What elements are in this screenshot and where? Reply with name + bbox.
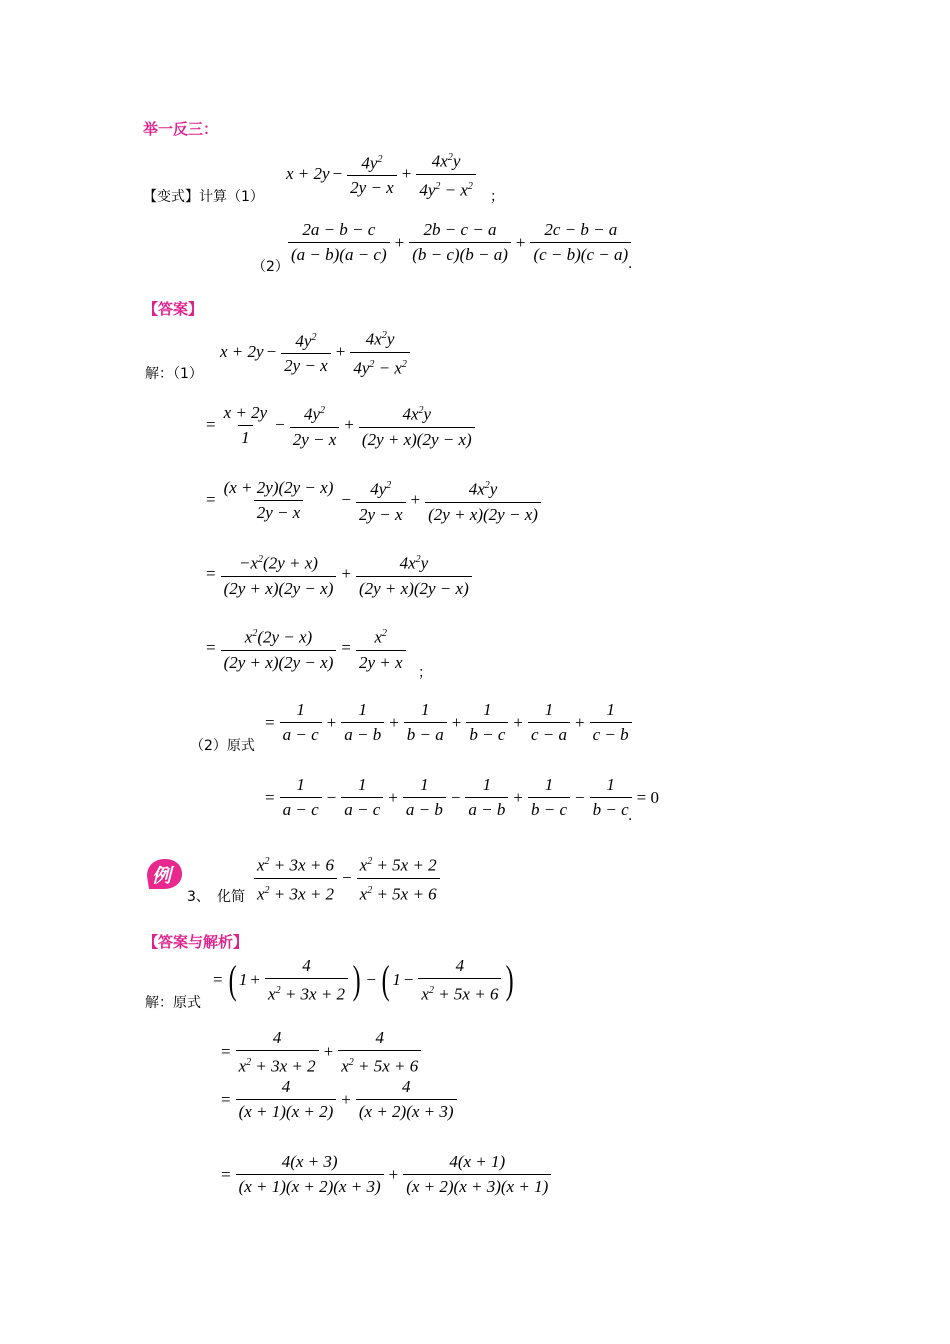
solution-line-2: = $\frac{(x + 2y)(2y - x)}{2y - x}$ − $\frac{4y^2}{2y - x}$ + $\frac{4x^2y}{(2y + x)(2y - x)}$ xyxy=(203,476,543,525)
semicolon-2: ； xyxy=(418,665,432,681)
example-badge-icon xyxy=(143,856,185,892)
solution-label-2: 解：原式 xyxy=(145,995,201,1011)
answer-header: 【答案】 xyxy=(143,300,204,318)
solution-label-1: 解：（1） xyxy=(145,366,203,382)
example-solution-line-2: = $\frac{4}{(x + 1)(x + 2)}$ + $\frac{4}{(x + 2)(x + 3)}$ xyxy=(218,1077,459,1122)
period-2: . xyxy=(628,808,633,824)
example-task: 化简 xyxy=(217,889,245,905)
example-solution-line-1: = $\frac{4}{x^2 + 3x + 2}$ + $\frac{4}{x^2 + 5x + 6}$ xyxy=(218,1028,423,1077)
period-1: . xyxy=(628,256,633,272)
part2-line-1: = $\frac{1}{a - c}$ + $\frac{1}{a - b}$ + $\frac{1}{b - a}$ + $\frac{1}{b - c}$ + $\frac{1}{c - a}$ + $\frac{1}{c - b}$ xyxy=(262,700,634,745)
example-solution-line-0: = ( 1 + $\frac{4}{x^2 + 3x + 2}$ ) − ( 1 − $\frac{4}{x^2 + 5x + 6}$ ) xyxy=(213,956,515,1004)
solution-line-0: x + 2y − $\frac{4y^2}{2y - x}$ + $\frac{4x^2y}{4y^2 - x^2}$ xyxy=(220,326,412,378)
example-solution-line-3: = $\frac{4(x + 3)}{(x + 1)(x + 2)(x + 3)}$ + $\frac{4(x + 1)}{(x + 2)(x + 3)(x + 1)}$ xyxy=(218,1152,553,1197)
practice-heading: 举一反三： xyxy=(143,120,219,138)
example-expression: $\frac{x^2 + 3x + 6}{x^2 + 3x + 2}$ − $\frac{x^2 + 5x + 2}{x^2 + 5x + 6}$ xyxy=(252,852,442,904)
answer-analysis-header: 【答案与解析】 xyxy=(143,933,249,951)
example-badge-char: 例 xyxy=(152,865,172,887)
solution-line-1: = $\frac{x + 2y}{1}$ − $\frac{4y^2}{2y - x}$ + $\frac{4x^2y}{(2y + x)(2y - x)}$ xyxy=(203,401,477,450)
variant-expression-2: $\frac{2a - b - c}{(a - b)(a - c)}$ + $\frac{2b - c - a}{(b - c)(b - a)}$ + $\frac{2c - b - a}{(c - b)(c - a)}$ xyxy=(286,220,633,265)
variant-label: 【变式】计算（1） xyxy=(143,189,264,205)
variant-item2-label: （2） xyxy=(252,259,289,275)
example-number: 3、 xyxy=(187,889,210,905)
semicolon-1: ； xyxy=(490,189,504,205)
result-zero: = 0 xyxy=(636,787,659,807)
solution-line-3: = $\frac{-x^2(2y + x)}{(2y + x)(2y - x)}$ + $\frac{4x^2y}{(2y + x)(2y - x)}$ xyxy=(203,550,474,599)
part2-label: （2）原式 xyxy=(190,738,255,754)
solution-line-4: = $\frac{x^2(2y - x)}{(2y + x)(2y - x)}$ = $\frac{x^2}{2y + x}$ xyxy=(203,624,408,673)
part2-line-2: = $\frac{1}{a - c}$ − $\frac{1}{a - c}$ + $\frac{1}{a - b}$ − $\frac{1}{a - b}$ + $\frac{1}{b - c}$ − $\frac{1}{b - c}$ = 0 xyxy=(262,775,662,820)
variant-expression-1: x + 2y − $\frac{4y^2}{2y - x}$ + $\frac{4x^2y}{4y^2 - x^2}$ xyxy=(286,148,478,200)
